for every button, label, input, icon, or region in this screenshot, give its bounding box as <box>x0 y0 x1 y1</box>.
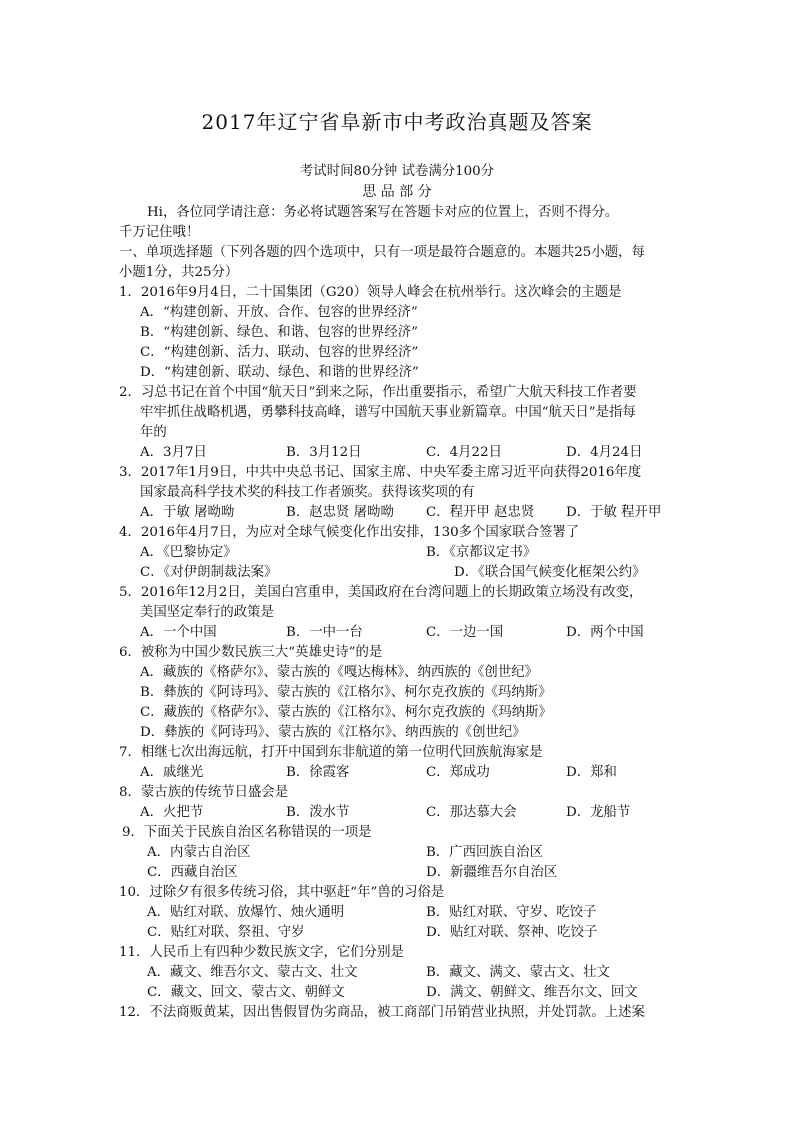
question-10-option-d: D．贴红对联、祭神、吃饺子 <box>426 925 598 940</box>
question-10-option-b: B．贴红对联、守岁、吃饺子 <box>426 905 597 920</box>
section-heading: 思 品 部 分 <box>362 184 432 200</box>
question-12-stem: 12．不法商贩黄某，因出售假冒伪劣商品，被工商部门吊销营业执照，并处罚款。上述案 <box>119 1005 645 1020</box>
question-7-stem: 7．相继七次出海远航，打开中国到东非航道的第一位明代回族航海家是 <box>119 745 543 760</box>
question-3-option-a: A．于敏 屠呦呦 <box>140 505 235 520</box>
question-3-option-b: B．赵忠贤 屠呦呦 <box>286 505 394 520</box>
question-7-option-d: D．郑和 <box>566 765 617 780</box>
question-3-stem: 3．2017年1月9日，中共中央总书记、国家主席、中央军委主席习近平向获得2016年度 <box>119 465 642 480</box>
question-2-stem-cont: 牢牢抓住战略机遇，勇攀科技高峰，谱写中国航天事业新篇章。中国“航天日”是指每 <box>140 405 636 420</box>
question-4-option-a: A．《巴黎协定》 <box>140 545 237 560</box>
question-5-stem: 5．2016年12月2日，美国白宫重申，美国政府在台湾问题上的长期政策立场没有改变， <box>119 585 643 600</box>
question-3-stem-cont: 国家最高科学技术奖的科技工作者颁奖。获得该奖项的有 <box>140 485 475 500</box>
question-2-option-a: A．3月7日 <box>140 445 207 460</box>
question-8-option-d: D．龙船节 <box>566 805 631 820</box>
question-9-option-d: D．新疆维吾尔自治区 <box>426 865 558 880</box>
question-10-stem: 10．过除夕有很多传统习俗，其中驱赶“年”兽的习俗是 <box>119 885 445 900</box>
page-title: 2017年辽宁省阜新市中考政治真题及答案 <box>201 110 593 134</box>
question-2-stem: 2．习总书记在首个中国“航天日”到来之际，作出重要指示，希望广大航天科技工作者要 <box>119 385 637 400</box>
notice-line-1: Hi，各位同学请注意：务必将试题答案写在答题卡对应的位置上，否则不得分。 <box>147 205 619 220</box>
question-5-stem-cont: 美国坚定奉行的政策是 <box>140 605 274 620</box>
question-2-option-b: B．3月12日 <box>286 445 362 460</box>
question-1-option-d: D．“构建创新、联动、绿色、和谐的世界经济” <box>140 365 419 380</box>
question-9-option-b: B．广西回族自治区 <box>426 845 543 860</box>
question-11-stem: 11．人民币上有四种少数民族文字，它们分别是 <box>119 945 404 960</box>
question-5-option-b: B．一中一台 <box>286 625 363 640</box>
question-7-option-c: C．郑成功 <box>426 765 490 780</box>
question-1-stem: 1．2016年9月4日，二十国集团（G20）领导人峰会在杭州举行。这次峰会的主题是 <box>119 285 622 300</box>
question-7-option-b: B．徐霞客 <box>286 765 350 780</box>
question-11-option-b: B．藏文、满文、蒙古文、壮文 <box>426 965 610 980</box>
question-8-option-c: C．那达慕大会 <box>426 805 517 820</box>
question-9-stem: 9．下面关于民族自治区名称错误的一项是 <box>122 825 372 840</box>
part-one-instructions: 一、单项选择题（下列各题的四个选项中，只有一项是最符合题意的。本题共25小题，每 <box>119 245 645 260</box>
part-one-instructions-cont: 小题1分，共25分） <box>119 265 239 280</box>
question-5-option-a: A．一个中国 <box>140 625 217 640</box>
question-9-option-a: A．内蒙古自治区 <box>147 845 251 860</box>
question-1-option-c: C．“构建创新、活力、联动、包容的世界经济” <box>140 345 419 360</box>
question-4-option-b: B．《京都议定书》 <box>426 545 537 560</box>
question-8-option-a: A．火把节 <box>140 805 204 820</box>
question-3-option-d: D．于敏 程开甲 <box>566 505 662 520</box>
question-1-option-b: B．“构建创新、绿色、和谐、包容的世界经济” <box>140 325 418 340</box>
question-5-option-d: D．两个中国 <box>566 625 644 640</box>
question-2-stem-end: 年的 <box>140 425 167 440</box>
question-8-stem: 8．蒙古族的传统节日盛会是 <box>119 785 289 800</box>
question-1-option-a: A．“构建创新、开放、合作、包容的世界经济” <box>140 305 418 320</box>
question-3-option-c: C．程开甲 赵忠贤 <box>426 505 535 520</box>
question-5-option-c: C．一边一国 <box>426 625 504 640</box>
question-11-option-c: C．藏文、回文、蒙古文、朝鲜文 <box>147 985 345 1000</box>
question-6-option-b: B．彝族的《阿诗玛》、蒙古族的《江格尔》、柯尔克孜族的《玛纳斯》 <box>140 685 552 700</box>
question-6-option-d: D．彝族的《阿诗玛》、蒙古族的《江格尔》、纳西族的《创世纪》 <box>140 725 526 740</box>
question-11-option-d: D．满文、朝鲜文、维吾尔文、回文 <box>426 985 638 1000</box>
question-7-option-a: A．戚继光 <box>140 765 204 780</box>
question-6-stem: 6．被称为中国少数民族三大“英雄史诗”的是 <box>119 645 383 660</box>
question-4-option-c: C．《对伊朗制裁法案》 <box>140 565 278 580</box>
question-6-option-a: A．藏族的《格萨尔》、蒙古族的《嘎达梅林》、纳西族的《创世纪》 <box>140 665 538 680</box>
question-2-option-d: D．4月24日 <box>566 445 643 460</box>
question-4-option-d: D．《联合国气候变化框架公约》 <box>454 565 646 580</box>
question-2-option-c: C．4月22日 <box>426 445 502 460</box>
question-10-option-c: C．贴红对联、祭祖、守岁 <box>147 925 305 940</box>
question-4-stem: 4．2016年4月7日，为应对全球气候变化作出安排，130多个国家联合签署了 <box>119 525 580 540</box>
question-6-option-c: C．藏族的《格萨尔》、蒙古族的《江格尔》、柯尔克孜族的《玛纳斯》 <box>140 705 552 720</box>
exam-info: 考试时间80分钟 试卷满分100分 <box>299 164 495 179</box>
notice-line-2: 千万记住哦！ <box>119 225 200 240</box>
question-8-option-b: B．泼水节 <box>286 805 350 820</box>
question-9-option-c: C．西藏自治区 <box>147 865 238 880</box>
question-11-option-a: A．藏文、维吾尔文、蒙古文、壮文 <box>147 965 358 980</box>
question-10-option-a: A．贴红对联、放爆竹、烛火通明 <box>147 905 345 920</box>
